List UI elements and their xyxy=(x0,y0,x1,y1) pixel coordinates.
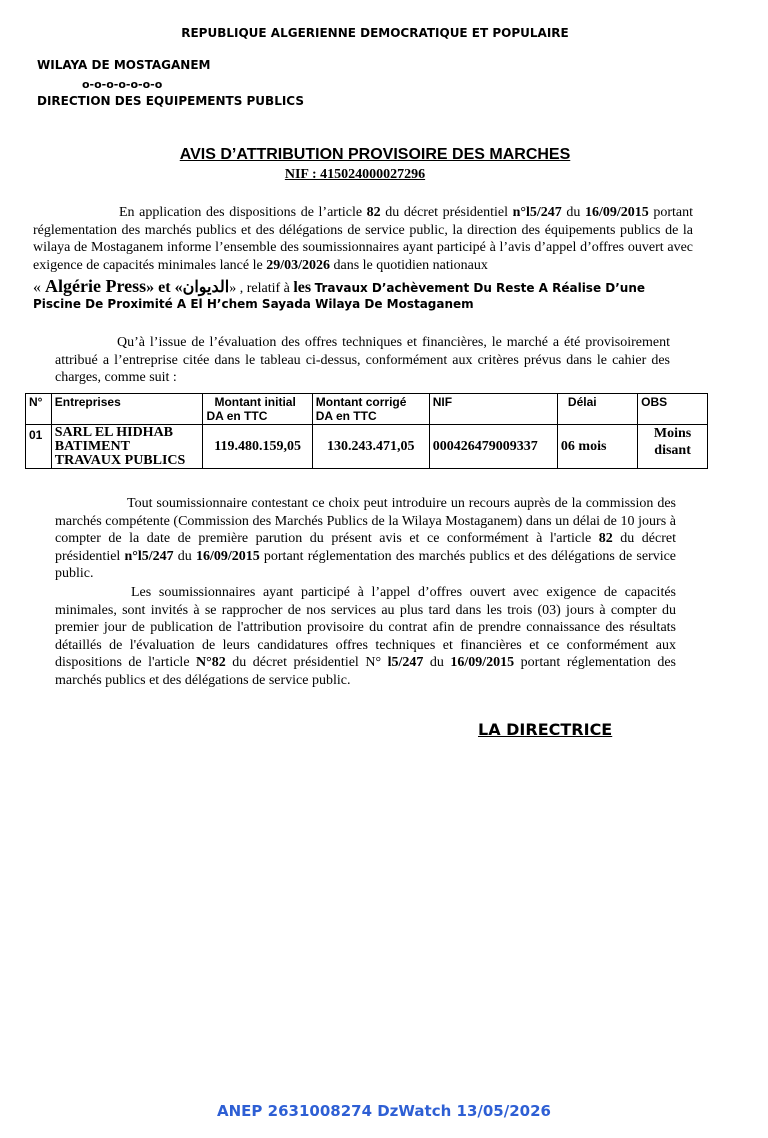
direction-name: DIRECTION DES EQUIPEMENTS PUBLICS xyxy=(37,94,304,108)
newspaper-algerie-press: Algérie Press xyxy=(45,276,147,296)
signature-title: LA DIRECTRICE xyxy=(478,720,613,739)
recourse-paragraph: Tout soumissionnaire contestant ce choix peut introduire un recours auprès de la commission des marchés compétente (Commission des Marchés Publics de la Wilaya Mostaganem) dans un délai de 10 jours à compter de la date de première parution du présent avis et ce conformément à l'article 82 du décret présidentiel n°l5/247 du 16/09/2015 portant réglementation des marchés publics et des délégations de service public. xyxy=(55,496,677,582)
cell-no: 01 xyxy=(26,425,52,469)
subject-line-2: Piscine De Proximité A El H’chem Sayada Wilaya De Mostaganem xyxy=(33,297,474,311)
col-delay: Délai xyxy=(557,394,637,425)
table-header-row xyxy=(26,394,708,425)
newspapers-line: « Algérie Press» et «الديوان» , relatif à les Travaux D’achèvement Du Reste A Réalise D’une xyxy=(33,276,646,296)
invite-paragraph: Les soumissionnaires ayant participé à l’appel d’offres ouvert avec exigence de capacités minimales, sont invités à se rapprocher de nos services au plus tard dans les trois (03) jours à compter du premier jour de publication de l'attribution provisoire du contrat afin de prendre connaissance des résultats détaillés de l'évaluation de leurs candidatures offres techniques et financières et ce conformément aux dispositions de l'article N°82 du décret présidentiel N° l5/247 du 16/09/2015 portant réglementation des marchés publics et des délégations de service public. xyxy=(55,585,676,688)
cell-nif: 000426479009337 xyxy=(429,425,557,469)
table-row xyxy=(26,425,708,469)
subject-line-1: Travaux D’achèvement Du Reste A Réalise D’une xyxy=(314,281,646,295)
cell-corrected: 130.243.471,05 xyxy=(312,425,429,469)
page-title: AVIS D’ATTRIBUTION PROVISOIRE DES MARCHES xyxy=(179,146,571,163)
col-nif: NIF xyxy=(429,394,557,425)
col-corrected: Montant corrigé DA en TTC xyxy=(312,394,429,425)
nif-number: NIF : 415024000027296 xyxy=(284,167,426,182)
newspaper-diwan: الديوان xyxy=(182,279,230,296)
wilaya-name: WILAYA DE MOSTAGANEM xyxy=(37,58,211,72)
attribution-table xyxy=(25,393,708,469)
col-initial: Montant initial DA en TTC xyxy=(203,394,312,425)
header-separator: o-o-o-o-o-o-o xyxy=(82,78,163,91)
footer-reference: ANEP 2631008274 DzWatch 13/05/2026 xyxy=(217,1102,551,1120)
evaluation-paragraph: Qu’à l’issue de l’évaluation des offres techniques et financières, le marché a été provisoirement attribué a l’entreprise citée dans le tableau ci-dessus, conformément aux critères prévus dans le cahier des charges, comme suit : xyxy=(55,335,670,386)
col-obs: OBS xyxy=(638,394,708,425)
republic-heading: REPUBLIQUE ALGERIENNE DEMOCRATIQUE ET POPULAIRE xyxy=(181,26,569,40)
cell-company: SARL EL HIDHAB BATIMENT TRAVAUX PUBLICS xyxy=(51,425,203,469)
cell-delay: 06 mois xyxy=(557,425,637,469)
cell-obs: Moins disant xyxy=(638,425,708,469)
intro-paragraph: En application des dispositions de l’article 82 du décret présidentiel n°l5/247 du 16/09/2015 portant réglementation des marchés publics et des délégations de service public, la direction des équipements publics de la wilaya de Mostaganem informe l’ensemble des soumissionnaires ayant participé à l’avis d’appel d’offres ouvert avec exigence de capacités minimales lancé le 29/03/2026 dans le quotidien nationaux xyxy=(33,205,694,273)
col-company: Entreprises xyxy=(51,394,203,425)
cell-initial: 119.480.159,05 xyxy=(203,425,312,469)
col-no: N° xyxy=(26,394,52,425)
